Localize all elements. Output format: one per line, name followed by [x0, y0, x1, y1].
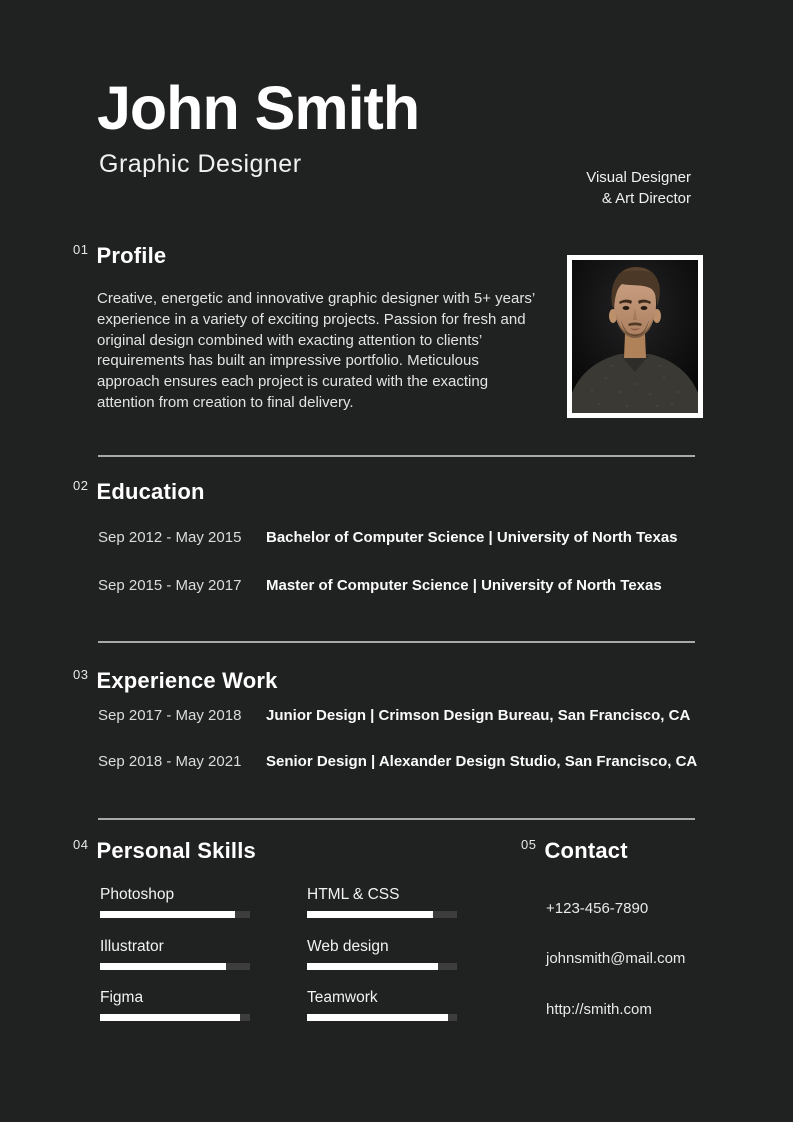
skill-label: Illustrator: [100, 938, 164, 955]
section-title-skills: Personal Skills: [96, 838, 256, 863]
skill-bar-fill: [307, 1014, 448, 1021]
section-title-education: Education: [96, 479, 205, 504]
person-job-title: Graphic Designer: [99, 150, 302, 178]
section-title-experience: Experience Work: [96, 668, 278, 693]
divider: [98, 641, 695, 643]
section-number-education: 02: [73, 478, 89, 493]
profile-summary-text: Creative, energetic and innovative graphic designer with 5+ years’ experience in a variety of exciting projects. Passion for fresh and original design combined with exacting attention to clients’ requirements has built an impressive portfolio. Meticulous approach ensures each project is curated with the exacting attention from creation to final delivery.: [97, 290, 535, 411]
skill-bar-track: [100, 911, 250, 918]
experience-row: [98, 753, 697, 770]
section-title-profile: Profile: [96, 243, 167, 268]
skill-bar-fill: [100, 911, 235, 918]
section-heading-skills: [73, 838, 256, 864]
education-dates: Sep 2015 - May 2017: [98, 577, 242, 594]
skill-html-css: [307, 886, 457, 918]
skill-bar-fill: [100, 963, 226, 970]
skill-bar-fill: [307, 963, 438, 970]
divider: [98, 455, 695, 457]
contact-phone: +123-456-7890: [546, 900, 649, 917]
education-degree: Master of Computer Science | University of North Texas: [266, 577, 662, 594]
skill-bar-track: [307, 911, 457, 918]
skill-illustrator: [100, 938, 250, 970]
experience-position: Senior Design | Alexander Design Studio, San Francisco, CA: [266, 753, 698, 770]
section-title-contact: Contact: [544, 838, 628, 863]
education-dates: Sep 2012 - May 2015: [98, 529, 242, 546]
role-tagline-line2: & Art Director: [601, 190, 691, 207]
portrait-photo-illustration: [572, 260, 698, 413]
portrait-photo: [567, 255, 703, 418]
skill-web-design: [307, 938, 457, 970]
education-degree: Bachelor of Computer Science | University of North Texas: [266, 529, 678, 546]
skill-bar-track: [100, 963, 250, 970]
person-name: John Smith: [97, 74, 420, 142]
skill-label: HTML & CSS: [307, 886, 400, 903]
experience-position: Junior Design | Crimson Design Bureau, San Francisco, CA: [266, 707, 691, 724]
skill-label: Teamwork: [307, 989, 378, 1006]
experience-dates: Sep 2017 - May 2018: [98, 707, 242, 724]
skill-label: Web design: [307, 938, 389, 955]
experience-dates: Sep 2018 - May 2021: [98, 753, 242, 770]
education-row: [98, 529, 678, 546]
skill-bar-track: [100, 1014, 250, 1021]
skill-bar-fill: [307, 911, 433, 918]
role-tagline-line1: Visual Designer: [586, 169, 691, 186]
contact-email: johnsmith@mail.com: [546, 950, 686, 967]
section-heading-profile: [73, 243, 166, 269]
skill-bar-fill: [100, 1014, 240, 1021]
skill-photoshop: [100, 886, 250, 918]
role-tagline: [586, 167, 691, 209]
skill-label: Figma: [100, 989, 144, 1006]
skill-label: Photoshop: [100, 886, 175, 903]
experience-row: [98, 707, 690, 724]
section-heading-education: [73, 479, 205, 505]
section-number-experience: 03: [73, 667, 89, 682]
section-number-contact: 05: [521, 837, 537, 852]
divider: [98, 818, 695, 820]
section-number-profile: 01: [73, 242, 89, 257]
skill-bar-track: [307, 963, 457, 970]
skill-teamwork: [307, 989, 457, 1021]
section-number-skills: 04: [73, 837, 89, 852]
section-heading-contact: [521, 838, 628, 864]
skill-figma: [100, 989, 250, 1021]
contact-website: http://smith.com: [546, 1001, 652, 1018]
section-heading-experience: [73, 668, 278, 694]
skill-bar-track: [307, 1014, 457, 1021]
education-row: [98, 577, 662, 594]
